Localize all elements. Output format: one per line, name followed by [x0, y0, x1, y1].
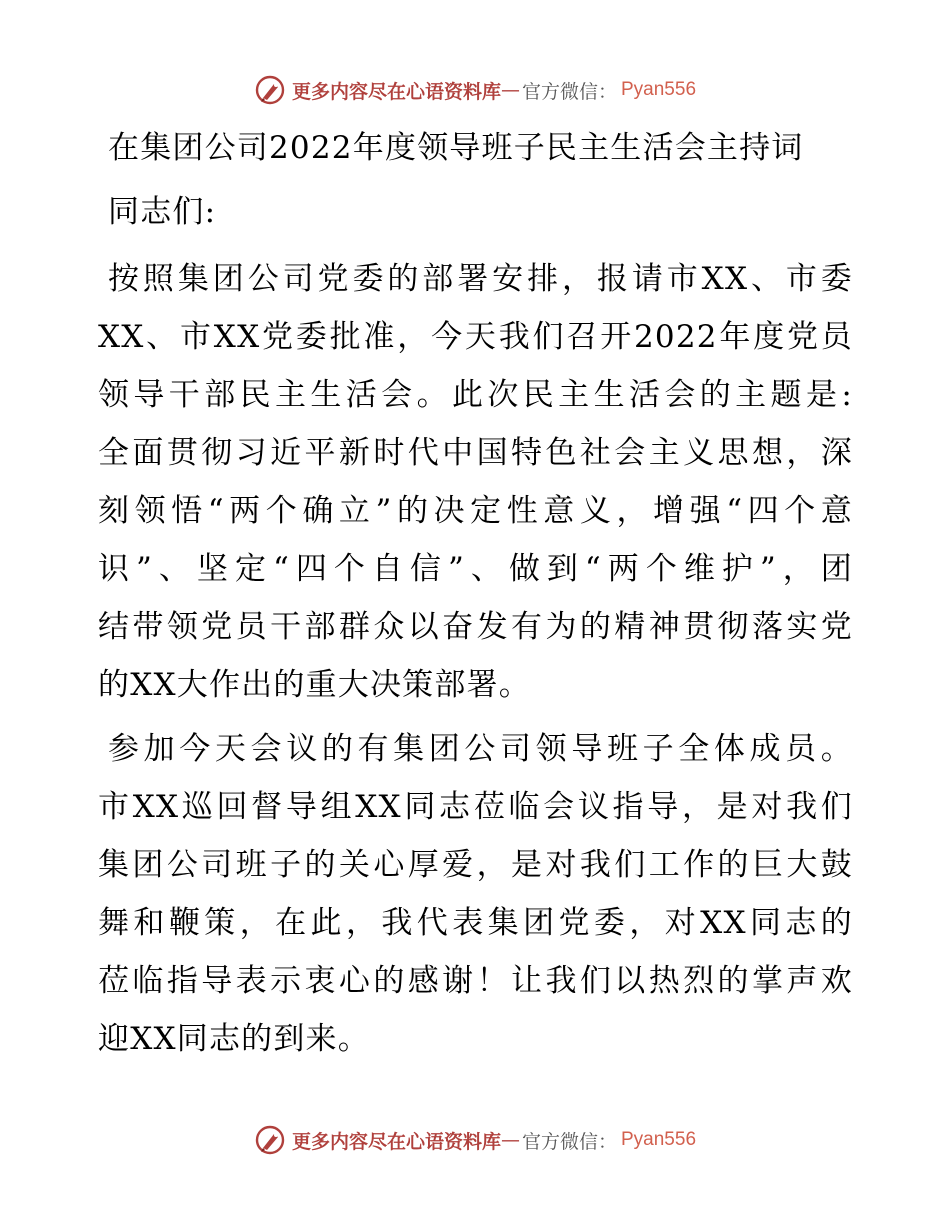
- document-title: 在集团公司2022年度领导班子民主生活会主持词: [108, 130, 804, 166]
- paragraph-line: 全面贯彻习近平新时代中国特色社会主义思想，深: [98, 435, 853, 471]
- watermark-separator: —: [500, 79, 520, 101]
- paragraph-line: 按照集团公司党委的部署安排，报请市XX、市委: [108, 261, 853, 297]
- watermark-wechat-id: Pyan556: [621, 79, 697, 100]
- paragraph-line: XX、市XX党委批准，今天我们召开2022年度党员: [98, 319, 853, 355]
- paragraph-line: 结带领党员干部群众以奋发有为的精神贯彻落实党: [98, 609, 853, 645]
- watermark-banner-bottom: [0, 1120, 950, 1160]
- watermark-wechat-label: 官方微信：: [521, 1130, 617, 1153]
- paragraph-2: [98, 720, 853, 1068]
- paragraph-line: 迎XX同志的到来。: [98, 1021, 370, 1057]
- document-body: [98, 122, 853, 1068]
- paragraph-1: [98, 250, 853, 714]
- watermark-main-text: 更多内容尽在心语资料库: [291, 1130, 501, 1153]
- paragraph-line: 领导干部民主生活会。此次民主生活会的主题是:: [98, 377, 853, 413]
- greeting: 同志们:: [108, 194, 217, 230]
- watermark-main-text: 更多内容尽在心语资料库: [291, 80, 501, 103]
- watermark-separator: —: [500, 1129, 520, 1151]
- watermark-wechat-label: 官方微信：: [521, 80, 617, 103]
- paragraph-line: 集团公司班子的关心厚爱，是对我们工作的巨大鼓: [98, 847, 853, 883]
- pen-circle-logo-icon: [254, 1124, 286, 1156]
- paragraph-line: 的XX大作出的重大决策部署。: [98, 667, 531, 703]
- paragraph-line: 识”、坚定“四个自信”、做到“两个维护”，团: [98, 551, 853, 587]
- paragraph-line: 刻领悟“两个确立”的决定性意义，增强“四个意: [98, 493, 853, 529]
- paragraph-line: 莅临指导表示衷心的感谢！让我们以热烈的掌声欢: [98, 963, 853, 999]
- pen-circle-logo-icon: [254, 74, 286, 106]
- paragraph-line: 市XX巡回督导组XX同志莅临会议指导，是对我们: [98, 789, 853, 825]
- watermark-banner-top: [0, 70, 950, 110]
- paragraph-line: 舞和鞭策，在此，我代表集团党委，对XX同志的: [98, 905, 853, 941]
- watermark-wechat-id: Pyan556: [621, 1129, 697, 1150]
- paragraph-line: 参加今天会议的有集团公司领导班子全体成员。: [108, 731, 853, 767]
